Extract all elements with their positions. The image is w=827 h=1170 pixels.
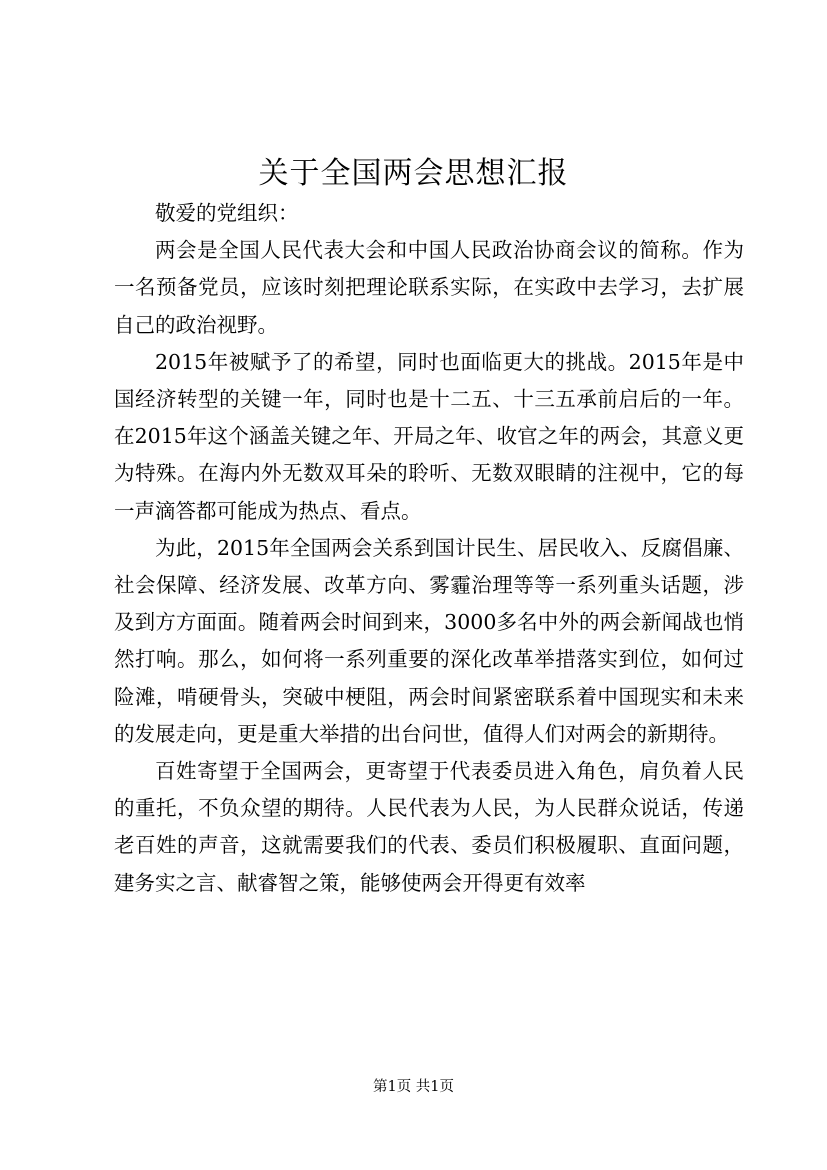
- page-footer: 第1页 共1页: [372, 1079, 455, 1095]
- document-body: [114, 195, 744, 902]
- paragraph-2: 2015年被赋予了的希望，同时也面临更大的挑战。2015年是中国经济转型的关键一年，同时也是十二五、十三五承前启后的一年。在2015年这个涵盖关键之年、开局之年、收官之年的两会，其意义更为特殊。在海内外无数双耳朵的聆听、无数双眼睛的注视中，它的每一声滴答都可能成为热点、看点。: [114, 349, 744, 523]
- paragraph-4: 百姓寄望于全国两会，更寄望于代表委员进入角色，肩负着人民的重托，不负众望的期待。人民代表为人民，为人民群众说话，传递老百姓的声音，这就需要我们的代表、委员们积极履职、直面问题，建务实之言、献睿智之策，能够使两会开得更有效率: [114, 759, 744, 895]
- paragraph-3: 为此，2015年全国两会关系到国计民生、居民收入、反腐倡廉、社会保障、经济发展、改革方向、雾霾治理等等一系列重头话题，涉及到方方面面。随着两会时间到来，3000多名中外的两会新闻战也悄然打响。那么，如何将一系列重要的深化改革举措落实到位，如何过险滩，啃硬骨头，突破中梗阻，两会时间紧密联系着中国现实和未来的发展走向，更是重大举措的出台问世，值得人们对两会的新期待。: [114, 535, 744, 746]
- document-title: 关于全国两会思想汇报: [258, 156, 569, 191]
- paragraph-1: 两会是全国人民代表大会和中国人民政治协商会议的简称。作为一名预备党员，应该时刻把理论联系实际，在实政中去学习，去扩展自己的政治视野。: [114, 238, 744, 337]
- salutation: 敬爱的党组织：: [155, 201, 299, 225]
